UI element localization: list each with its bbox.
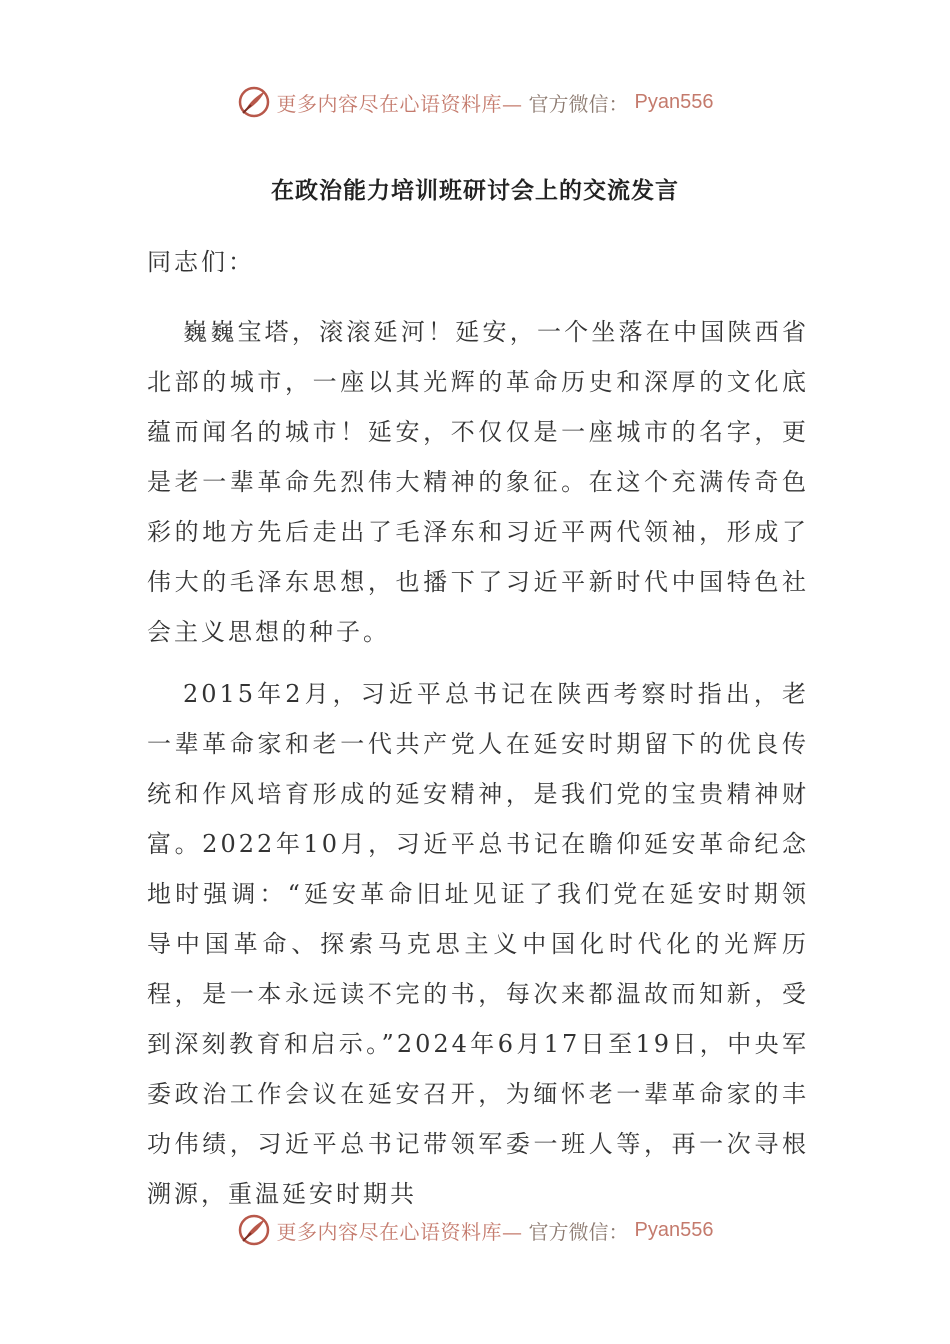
- promo-text: 更多内容尽在心语资料库—: [276, 1219, 523, 1244]
- quill-pen-icon: [237, 1213, 271, 1247]
- salutation: 同志们：: [147, 248, 255, 276]
- quill-pen-icon: [237, 85, 271, 119]
- paragraph-2: 2015年2月，习近平总书记在陕西考察时指出，老一辈革命家和老一代共产党人在延安时期留下的优良传统和作风培育形成的延安精神，是我们党的宝贵精神财富。2022年10月，习近平总书记在瞻仰延安革命纪念地时强调：“延安革命旧址见证了我们党在延安时期领导中国革命、探索马克思主义中国化时代化的光辉历程，是一本永远读不完的书，每次来都温故而知新，受到深刻教育和启示。”2024年6月17日至19日，中央军委政治工作会议在延安召开，为缅怀老一辈革命家的丰功伟绩，习近平总书记带领军委一班人等，再一次寻根溯源，重温延安时期共: [147, 680, 809, 1208]
- document-title: 在政治能力培训班研讨会上的交流发言: [271, 177, 679, 204]
- wechat-id: Pyan556: [634, 1218, 714, 1241]
- footer-banner: [0, 1210, 950, 1250]
- paragraph-1: 巍巍宝塔，滚滚延河！延安，一个坐落在中国陕西省北部的城市，一座以其光辉的革命历史和深厚的文化底蕴而闻名的城市！延安，不仅仅是一座城市的名字，更是老一辈革命先烈伟大精神的象征。在这个充满传奇色彩的地方先后走出了毛泽东和习近平两代领袖，形成了伟大的毛泽东思想，也播下了习近平新时代中国特色社会主义思想的种子。: [147, 318, 809, 646]
- document-body: [147, 237, 809, 1231]
- wechat-id: Pyan556: [634, 90, 714, 113]
- wechat-label: 官方微信：: [528, 1219, 629, 1244]
- wechat-label: 官方微信：: [528, 91, 629, 116]
- header-banner: [0, 82, 950, 122]
- promo-text: 更多内容尽在心语资料库—: [276, 91, 523, 116]
